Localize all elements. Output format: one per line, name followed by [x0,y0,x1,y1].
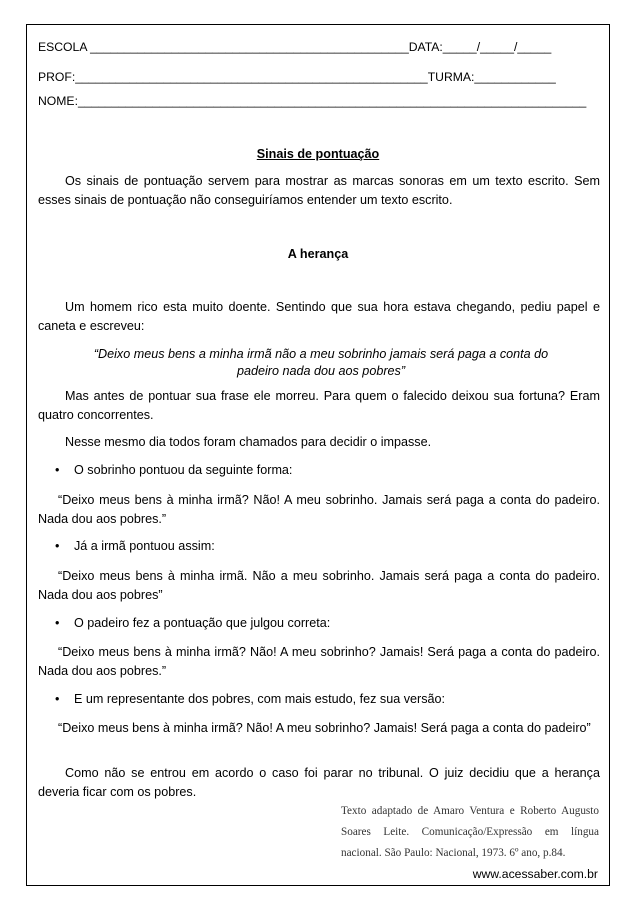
conclusion-paragraph: Como não se entrou em acordo o caso foi parar no tribunal. O juiz decidiu que a herança deveria ficar com os pobres. [38,766,600,799]
story-title: A herança [287,247,349,261]
version-text-poor: “Deixo meus bens à minha irmã? Não! A meu sobrinho? Jamais! Será paga a conta do padeiro” [58,721,591,735]
version-text-sister: “Deixo meus bens à minha irmã. Não a meu sobrinho. Jamais será paga a conta do padeiro. Nada dou aos pobres” [38,569,600,602]
will-quote-line-2: padeiro nada dou aos pobres” [236,364,406,378]
bullet-marker: • [55,463,60,477]
version-intro-text: O sobrinho pontuou da seguinte forma: [74,463,293,477]
version-intro-text: Já a irmã pontuou assim: [74,539,215,553]
bullet-marker: • [55,692,60,706]
will-quote-line-1: “Deixo meus bens a minha irmã não a meu sobrinho jamais será paga a conta do [93,347,549,361]
teacher-class-line: PROF:____________________________________________________TURMA:____________ [38,70,556,84]
source-credit: Texto adaptado de Amaro Ventura e Roberto Augusto Soares Leite. Comunicação/Expressão em língua nacional. São Paulo: Nacional, 1973. 6º ano, p.84. [341,805,599,859]
version-intro-baker [55,614,330,633]
bullet-marker: • [55,616,60,630]
section-title: Sinais de pontuação [256,147,380,161]
website-footer: www.acessaber.com.br [472,867,598,881]
version-text-nephew: “Deixo meus bens à minha irmã? Não! A meu sobrinho. Jamais será paga a conta do padeiro. Nada dou aos pobres.” [38,493,600,526]
intro-paragraph: Os sinais de pontuação servem para mostrar as marcas sonoras em um texto escrito. Sem esses sinais de pontuação não conseguiríamos entender um texto escrito. [38,174,600,207]
story-paragraph-2: Mas antes de pontuar sua frase ele morreu. Para quem o falecido deixou sua fortuna? Eram quatro concorrentes. [38,389,600,422]
version-intro-text: O padeiro fez a pontuação que julgou correta: [74,616,331,630]
school-date-line: ESCOLA _______________________________________________DATA:_____/_____/_____ [38,40,552,54]
version-intro-text: E um representante dos pobres, com mais estudo, fez sua versão: [74,692,446,706]
student-name-line: NOME:___________________________________________________________________________ [38,94,587,108]
worksheet [26,24,610,886]
version-intro-nephew [55,461,292,480]
story-paragraph-3: Nesse mesmo dia todos foram chamados para decidir o impasse. [65,435,432,449]
bullet-marker: • [55,539,60,553]
version-text-baker: “Deixo meus bens à minha irmã? Não! A meu sobrinho? Jamais! Será paga a conta do padeiro. Nada dou aos pobres.” [38,645,600,678]
version-intro-poor [55,690,445,709]
story-paragraph-1: Um homem rico esta muito doente. Sentindo que sua hora estava chegando, pediu papel e caneta e escreveu: [38,300,600,333]
version-intro-sister [55,537,215,556]
